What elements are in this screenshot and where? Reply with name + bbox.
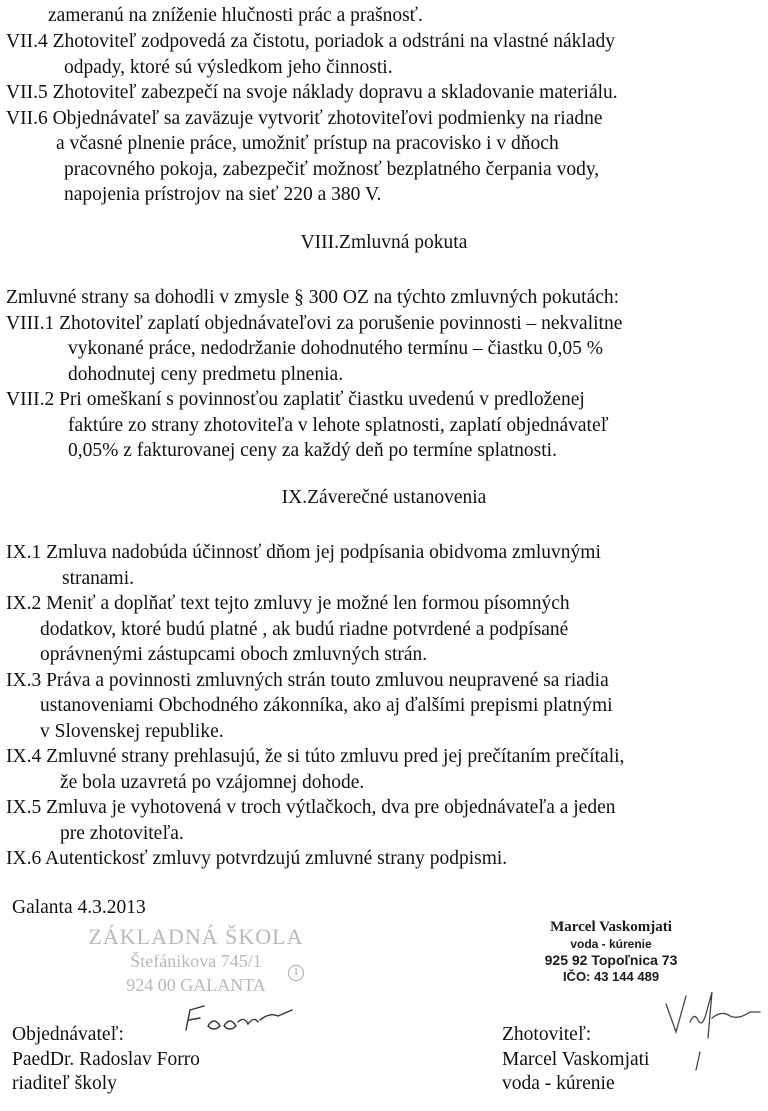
text-line: dodatkov, ktoré budú platné , ak budú riadne potvrdené a podpísané (40, 618, 569, 640)
section-viii-heading: VIII.Zmluvná pokuta (300, 232, 468, 253)
contractor-title: voda - kúrenie (502, 1073, 615, 1094)
stamp-line: 925 92 Topoľnica 73 (544, 952, 678, 968)
stamp-number-mark: 1 (288, 965, 304, 981)
customer-role: Objednávateľ: (12, 1024, 124, 1045)
text-line: odpady, ktoré sú výsledkom jeho činnosti. (64, 56, 393, 78)
text-line: VII.4 Zhotoviteľ zodpovedá za čistotu, poriadok a odstráni na vlastné náklady (6, 31, 615, 52)
clause-ix-1 (6, 540, 728, 591)
text-line: pre zhotoviteľa. (60, 822, 184, 844)
contractor-block (502, 1023, 649, 1097)
text-line: a včasné plnenie práce, umožniť prístup na pracovisko i v dňoch (56, 133, 559, 154)
text-line: napojenia prístrojov na sieť 220 a 380 V. (64, 184, 382, 205)
stamp-line: IČO: 43 144 489 (562, 969, 660, 984)
clause-ix-6 (6, 846, 728, 872)
text-line: IX.5 Zmluva je vyhotovená v troch výtlačkoch, dva pre objednávateľa a jeden (6, 797, 616, 818)
text-line: IX.3 Práva a povinnosti zmluvných strán touto zmluvou neupravené sa riadia (6, 669, 609, 691)
text-line: oprávnenými zástupcami oboch zmluvných strán. (40, 644, 428, 665)
text-line: VIII.2 Pri omeškaní s povinnosťou zaplatiť čiastku uvedenú v predloženej (6, 389, 585, 410)
contractor-stamp (506, 918, 716, 985)
text-line: vykonané práce, nedodržanie dohodnutého termínu – čiastku 0,05 % (68, 338, 604, 359)
clause-vii-5 (6, 80, 728, 106)
clause-viii-2 (6, 387, 728, 464)
text-line: dohodnutej ceny predmetu plnenia. (68, 363, 344, 385)
section-viii (6, 285, 728, 464)
contractor-role: Zhotoviteľ: (502, 1024, 592, 1045)
text-line: v Slovenskej republike. (40, 720, 224, 742)
section-ix-heading: IX.Záverečné ustanovenia (281, 487, 487, 508)
clause-ix-4 (6, 744, 728, 795)
text-line: VIII.1 Zhotoviteľ zaplatí objednávateľovi za porušenie povinnosti – nekvalitne (6, 312, 623, 334)
text-line: IX.2 Meniť a doplňať text tejto zmluvy je možné len formou písomných (6, 593, 570, 614)
clause-ix-3 (6, 668, 728, 745)
text-line: 0,05% z fakturovanej ceny za každý deň po termíne splatnosti. (68, 440, 557, 461)
signature-scribble-icon (660, 982, 764, 1072)
stamp-line: 924 00 GALANTA (126, 975, 266, 995)
section-vii (6, 3, 728, 208)
stamp-line: Štefánikova 745/1 (130, 951, 262, 971)
customer-name: PaedDr. Radoslav Forro (12, 1048, 200, 1070)
text-line: zameranú na zníženie hlučnosti prác a prašnosť. (48, 5, 423, 26)
text-line: IX.1 Zmluva nadobúda účinnosť dňom jej podpísania obidvoma zmluvnými (6, 542, 601, 563)
text-line: VII.6 Objednávateľ sa zaväzuje vytvoriť zhotoviteľovi podmienky na riadne (6, 107, 603, 129)
clause-viii-1 (6, 311, 728, 388)
clause-ix-5 (6, 795, 728, 846)
text-line: IX.6 Autentickosť zmluvy potvrdzujú zmluvné strany podpismi. (6, 848, 508, 869)
contractor-name: Marcel Vaskomjati (502, 1048, 650, 1070)
contractor-signature (660, 982, 764, 1072)
text-line: stranami. (62, 567, 135, 589)
text-line: ustanoveniami Obchodného zákonníka, ako aj ďalšími prepismi platnými (40, 695, 613, 716)
stamp-line: Marcel Vaskomjati (550, 919, 672, 935)
customer-block (12, 1023, 200, 1097)
customer-title: riaditeľ školy (12, 1073, 117, 1094)
clause-ix-2 (6, 591, 728, 668)
school-stamp (86, 925, 306, 997)
text-line: VII.5 Zhotoviteľ zabezpečí na svoje náklady dopravu a skladovanie materiálu. (6, 82, 618, 103)
text-line: IX.4 Zmluvné strany prehlasujú, že si túto zmluvu pred jej prečítaním prečítali, (6, 746, 625, 767)
clause-vii-4 (6, 29, 728, 80)
text-line: faktúre zo strany zhotoviteľa v lehote splatnosti, zaplatí objednávateľ (68, 414, 609, 436)
stamp-line: voda - kúrenie (570, 937, 652, 951)
text-line: pracovného pokoja, zabezpečiť možnosť bezplatného čerpania vody, (64, 158, 600, 180)
text-line: že bola uzavretá po vzájomnej dohode. (60, 771, 365, 793)
section-ix (6, 540, 728, 872)
place-date: Galanta 4.3.2013 (12, 897, 146, 918)
clause-vii-6 (6, 106, 728, 208)
section-viii-intro: Zmluvné strany sa dohodli v zmysle § 300 OZ na týchto zmluvných pokutách: (6, 287, 620, 308)
stamp-line: ZÁKLADNÁ ŠKOLA (88, 924, 304, 949)
clause-vii-3-tail (6, 3, 728, 29)
